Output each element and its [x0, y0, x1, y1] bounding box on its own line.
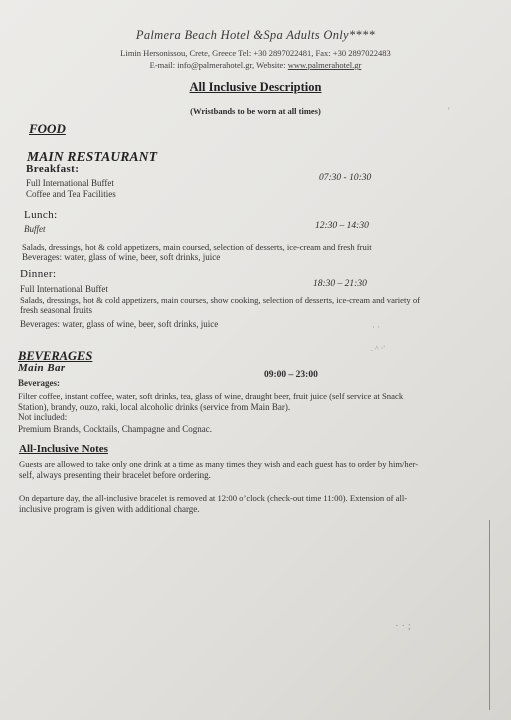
dinner-line: Full International Buffet	[20, 284, 108, 294]
food-heading: FOOD	[29, 121, 66, 136]
breakfast-time: 07:30 - 10:30	[319, 173, 372, 183]
lunch-subtitle: Buffet	[24, 224, 46, 234]
dinner-line: Salads, dressings, hot & cold appetizers, main courses, show cooking, selection of desserts, ice-cream and variety of	[20, 295, 420, 305]
website-label: , Website:	[252, 60, 288, 70]
main-bar-time: 09:00 – 23:00	[264, 370, 318, 380]
beverages-heading: BEVERAGES	[18, 349, 93, 363]
hotel-name: Palmera Beach Hotel &Spa Adults Only****	[135, 28, 376, 42]
stray-mark: · ·	[372, 322, 381, 332]
notes-line: On departure day, the all-inclusive bracelet is removed at 12:00 o’clock (check-out time 11:00). Extension of all-	[19, 493, 408, 503]
breakfast-label: Breakfast:	[26, 163, 80, 175]
dinner-time: 18:30 – 21:30	[313, 279, 367, 289]
notes-line: inclusive program is given with additional charge.	[19, 504, 200, 514]
lunch-label: Lunch:	[24, 209, 58, 221]
dinner-line: Beverages: water, glass of wine, beer, soft drinks, juice	[20, 319, 219, 329]
email-text: E-mail: info@palmerahotel.gr	[149, 60, 253, 70]
notes-heading: All-Inclusive Notes	[19, 443, 108, 455]
paper-crease	[489, 520, 490, 710]
stray-mark: '	[448, 106, 450, 116]
beverages-line: Filter coffee, instant coffee, water, soft drinks, tea, glass of wine, draught beer, fruit juice (self service at Snack	[18, 391, 404, 401]
dinner-line: fresh seasonal fruits	[20, 305, 92, 315]
dinner-label: Dinner:	[20, 268, 57, 280]
stray-mark: · · ;	[395, 620, 411, 632]
wristband-note: (Wristbands to be worn at all times)	[190, 106, 321, 116]
website-link: www.palmerahotel.gr	[287, 60, 362, 70]
lunch-line: Beverages: water, glass of wine, beer, soft drinks, juice	[22, 252, 221, 262]
not-included-label: Not included:	[18, 412, 68, 422]
hotel-contact	[0, 60, 511, 70]
hotel-address: Limin Hersonissou, Crete, Greece Tel: +30 2897022481, Fax: +30 2897022483	[120, 48, 391, 58]
beverages-line: Station), brandy, ouzo, raki, local alcoholic drinks (service from Main Bar).	[18, 402, 291, 412]
stray-mark: . ^ ·'	[371, 344, 385, 353]
not-included-list: Premium Brands, Cocktails, Champagne and Cognac.	[18, 424, 212, 434]
lunch-time: 12:30 – 14:30	[315, 221, 369, 231]
notes-line: self, always presenting their bracelet before ordering.	[19, 470, 211, 480]
beverages-label: Beverages:	[18, 378, 60, 388]
breakfast-item: Full International Buffet	[26, 178, 114, 188]
breakfast-item: Coffee and Tea Facilities	[26, 189, 116, 199]
main-bar-label: Main Bar	[18, 362, 66, 374]
page-title: All Inclusive Description	[189, 80, 322, 94]
notes-line: Guests are allowed to take only one drink at a time as many times they wish and each guest has to order by him/her-	[19, 459, 419, 469]
restaurant-heading: MAIN RESTAURANT	[27, 149, 158, 164]
lunch-line: Salads, dressings, hot & cold appetizers, main coursed, selection of desserts, ice-cream and fresh fruit	[22, 242, 372, 252]
